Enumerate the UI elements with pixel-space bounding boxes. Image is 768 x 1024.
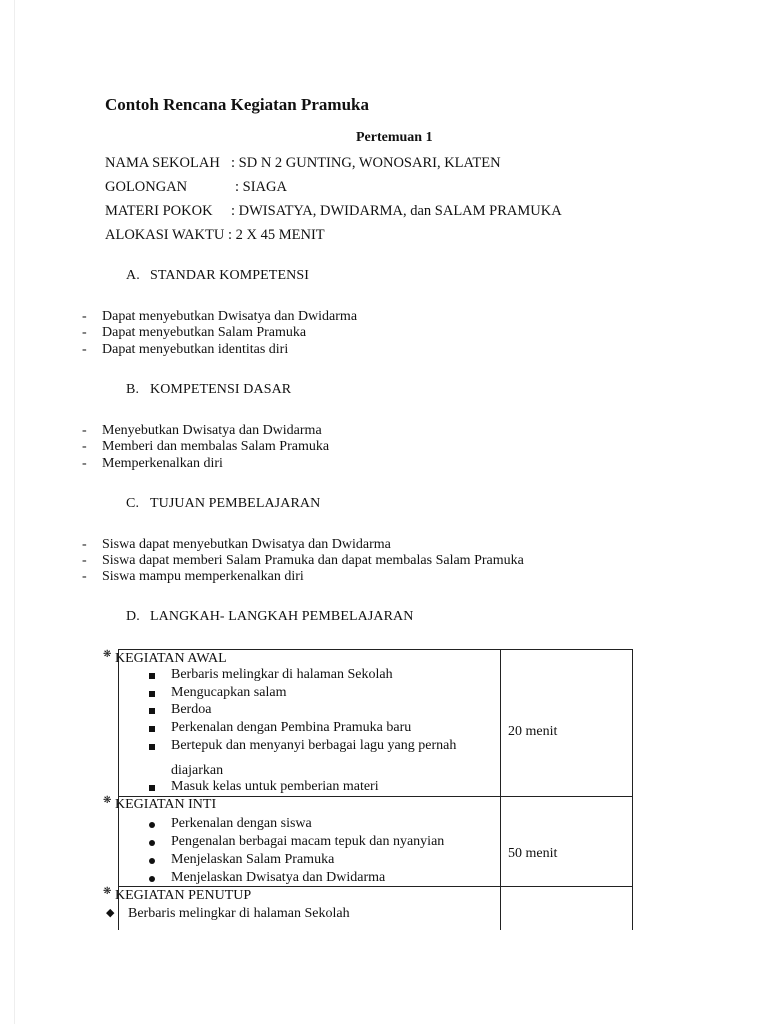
- section-letter: C.: [126, 496, 140, 511]
- list-item-text: Berbaris melingkar di halaman Sekolah: [128, 906, 350, 921]
- info-time: [105, 227, 325, 244]
- dash-marker: -: [82, 423, 87, 438]
- dash-marker: -: [82, 537, 87, 552]
- list-item-text: Perkenalan dengan siswa: [171, 816, 312, 831]
- list-item-text: Masuk kelas untuk pemberian materi: [171, 779, 379, 794]
- list-item: [82, 569, 304, 585]
- dash-marker: -: [82, 439, 87, 454]
- info-label: GOLONGAN: [105, 179, 188, 195]
- round-bullet-icon: [149, 876, 155, 882]
- duration-inti: 50 menit: [508, 846, 558, 861]
- diamond-bullet-icon: ◆: [106, 907, 115, 919]
- list-item: [171, 779, 379, 795]
- square-bullet-icon: [149, 673, 155, 679]
- section-title: KOMPETENSI DASAR: [150, 382, 292, 397]
- list-item: [82, 553, 524, 569]
- list-item-text: Bertepuk dan menyanyi berbagai lagu yang pernah: [171, 738, 457, 753]
- list-item-text: Pengenalan berbagai macam tepuk dan nyanyian: [171, 834, 445, 849]
- section-title: STANDAR KOMPETENSI: [150, 268, 309, 283]
- list-item: [171, 685, 286, 701]
- info-value: : 2 X 45 MENIT: [227, 227, 325, 243]
- list-item: [82, 325, 307, 341]
- section-b-heading: [126, 382, 291, 398]
- dash-marker: -: [82, 309, 87, 324]
- list-item: [171, 834, 444, 850]
- list-item: [82, 423, 322, 439]
- kegiatan-awal-heading: [103, 649, 227, 667]
- info-material: [105, 203, 562, 220]
- list-item-text: Memperkenalkan diri: [102, 456, 223, 471]
- dash-marker: -: [82, 325, 87, 340]
- list-item: [171, 870, 385, 886]
- square-bullet-icon: [149, 744, 155, 750]
- row-heading: KEGIATAN INTI: [115, 797, 217, 812]
- list-item-text: Menyebutkan Dwisatya dan Dwidarma: [102, 423, 322, 438]
- page-edge: [14, 0, 15, 1024]
- list-item: [171, 702, 211, 718]
- list-item: [171, 816, 312, 832]
- section-title: LANGKAH- LANGKAH PEMBELAJARAN: [150, 609, 414, 624]
- info-group: [105, 179, 287, 196]
- square-bullet-icon: [149, 691, 155, 697]
- kegiatan-inti-heading: [103, 795, 217, 813]
- table-row-divider: [118, 886, 633, 887]
- list-item: [171, 852, 334, 868]
- dash-marker: -: [82, 569, 87, 584]
- list-item-text: Menjelaskan Dwisatya dan Dwidarma: [171, 870, 386, 885]
- list-item-continuation: diajarkan: [171, 763, 224, 778]
- list-item-text: Berdoa: [171, 702, 212, 717]
- square-bullet-icon: [149, 785, 155, 791]
- round-bullet-icon: [149, 858, 155, 864]
- list-item-text: Mengucapkan salam: [171, 685, 287, 700]
- list-item: [171, 720, 411, 736]
- info-label: MATERI POKOK: [105, 203, 213, 219]
- list-item-text: Memberi dan membalas Salam Pramuka: [102, 439, 330, 454]
- document-title: Contoh Rencana Kegiatan Pramuka: [105, 95, 369, 114]
- row-heading: KEGIATAN PENUTUP: [115, 888, 252, 903]
- kegiatan-penutup-heading: [103, 886, 252, 904]
- meeting-label: Pertemuan 1: [356, 130, 433, 145]
- section-d-heading: [126, 609, 413, 625]
- info-value: : SIAGA: [235, 179, 287, 195]
- list-item-text: Siswa dapat menyebutkan Dwisatya dan Dwidarma: [102, 537, 391, 552]
- round-bullet-icon: [149, 822, 155, 828]
- info-value: : SD N 2 GUNTING, WONOSARI, KLATEN: [231, 155, 501, 171]
- info-label: NAMA SEKOLAH: [105, 155, 220, 171]
- list-item-text: Menjelaskan Salam Pramuka: [171, 852, 335, 867]
- info-label: ALOKASI WAKTU: [105, 227, 225, 243]
- round-bullet-icon: [149, 840, 155, 846]
- list-item-text: Berbaris melingkar di halaman Sekolah: [171, 667, 393, 682]
- list-item: [82, 439, 330, 455]
- dash-marker: -: [82, 553, 87, 568]
- list-item: [82, 309, 358, 325]
- table-border-right: [632, 649, 633, 930]
- list-item: [82, 537, 391, 553]
- list-item: [171, 738, 456, 754]
- list-item-text: Dapat menyebutkan Salam Pramuka: [102, 325, 307, 340]
- list-item-text: Siswa mampu memperkenalkan diri: [102, 569, 304, 584]
- list-item: [82, 456, 223, 472]
- list-item-text: Siswa dapat memberi Salam Pramuka dan dapat membalas Salam Pramuka: [102, 553, 524, 568]
- duration-awal: 20 menit: [508, 724, 558, 739]
- square-bullet-icon: [149, 726, 155, 732]
- list-item-text: Perkenalan dengan Pembina Pramuka baru: [171, 720, 412, 735]
- section-letter: D.: [126, 609, 140, 624]
- info-value: : DWISATYA, DWIDARMA, dan SALAM PRAMUKA: [231, 203, 562, 219]
- star-bullet-icon: ❋: [103, 886, 112, 897]
- table-column-divider: [500, 649, 501, 930]
- dash-marker: -: [82, 342, 87, 357]
- section-letter: B.: [126, 382, 140, 397]
- section-a-heading: [126, 268, 309, 284]
- star-bullet-icon: ❋: [103, 649, 112, 660]
- table-border-top: [118, 649, 633, 650]
- info-school: [105, 155, 501, 172]
- list-item: [82, 342, 289, 358]
- list-item-text: Dapat menyebutkan Dwisatya dan Dwidarma: [102, 309, 358, 324]
- dash-marker: -: [82, 456, 87, 471]
- list-item: [171, 667, 393, 683]
- section-letter: A.: [126, 268, 140, 283]
- section-c-heading: [126, 496, 320, 512]
- list-item: [106, 906, 350, 922]
- star-bullet-icon: ❋: [103, 795, 112, 806]
- section-title: TUJUAN PEMBELAJARAN: [150, 496, 321, 511]
- square-bullet-icon: [149, 708, 155, 714]
- row-heading: KEGIATAN AWAL: [115, 651, 227, 666]
- list-item-text: Dapat menyebutkan identitas diri: [102, 342, 289, 357]
